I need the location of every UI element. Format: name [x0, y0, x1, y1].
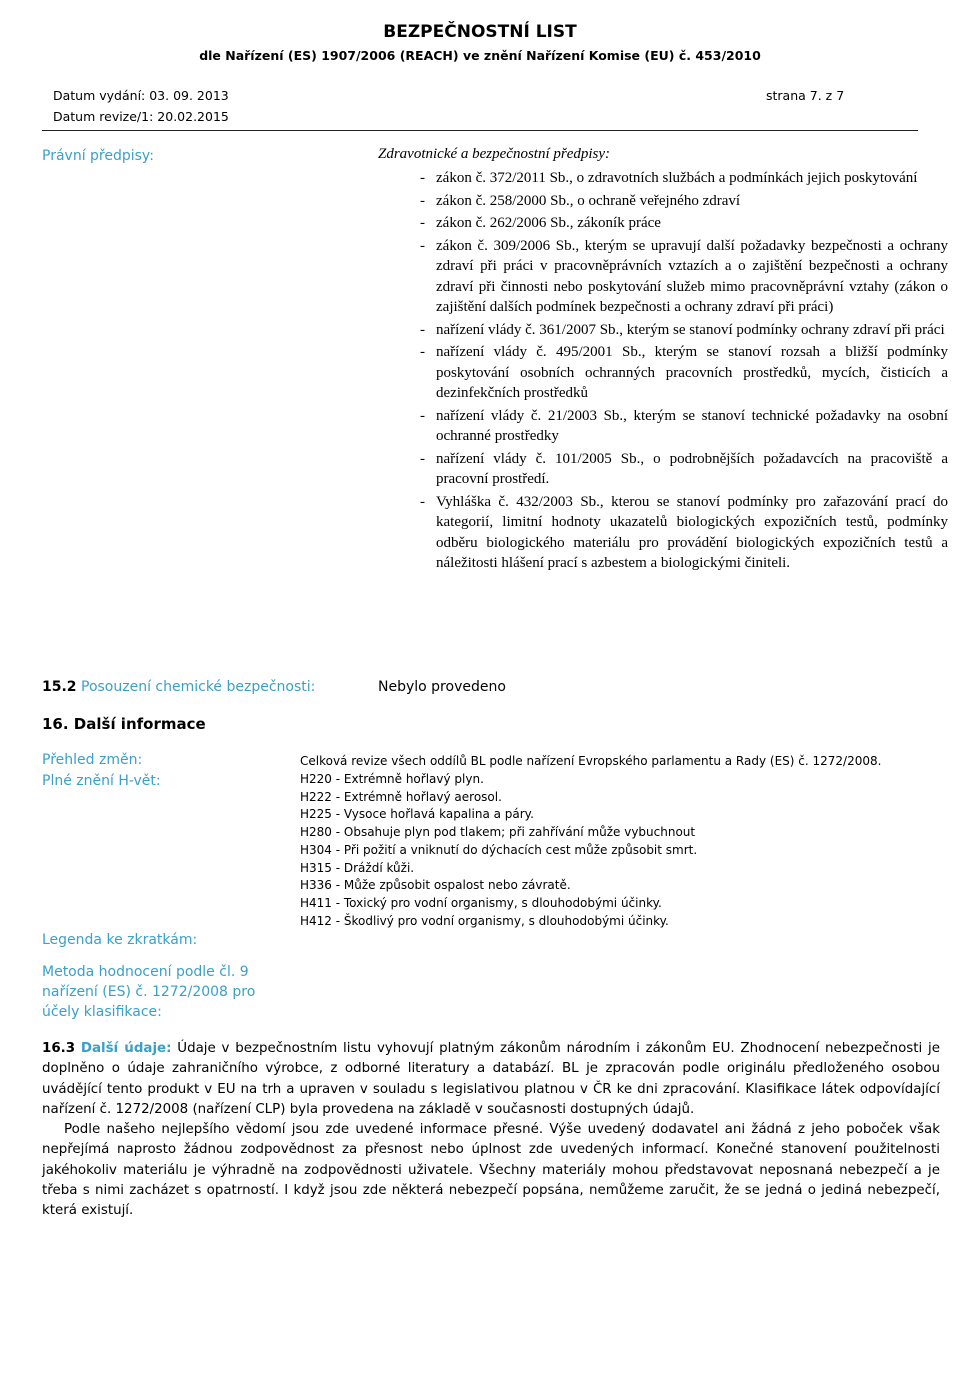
- regulation-text: nařízení vlády č. 101/2005 Sb., o podrobnějších požadavcích na pracoviště a pracovní prostředí.: [436, 450, 948, 487]
- changes-value: Celková revize všech oddílů BL podle nařízení Evropského parlamentu a Rady (ES) č. 1272/2008.: [300, 754, 882, 768]
- regulations-list: [420, 168, 948, 574]
- h-phrase: H304 - Při požití a vniknutí do dýchacích cest může způsobit smrt.: [300, 842, 698, 857]
- regulations-intro: Zdravotnické a bezpečnostní předpisy:: [378, 146, 611, 162]
- issue-date: Datum vydání: 03. 09. 2013: [53, 88, 229, 103]
- section-16-3-number: 16.3: [42, 1041, 76, 1056]
- page-number: strana 7. z 7: [766, 88, 845, 103]
- section-16-3-title: Další údaje:: [80, 1041, 172, 1056]
- regulation-item: [420, 320, 948, 341]
- regulation-item: [420, 342, 948, 404]
- document-subtitle: dle Nařízení (ES) 1907/2006 (REACH) ve znění Nařízení Komise (EU) č. 453/2010: [199, 48, 761, 63]
- regulation-text: Vyhláška č. 432/2003 Sb., kterou se stanoví podmínky pro zařazování prací do kategorií, limitní hodnoty ukazatelů biologických expozičních testů, podmínky odběru biologického materiálu pro provádění biologických expozičních testů a náležitosti hlášení prací s azbestem a biologickými činiteli.: [436, 493, 948, 571]
- regulation-item: [420, 236, 948, 318]
- list-dash: -: [420, 170, 425, 186]
- regulation-text: nařízení vlády č. 495/2001 Sb., kterým se stanoví rozsah a bližší podmínky poskytování osobních ochranných pracovních prostředků, mycích, čisticích a dezinfekčních prostředků: [436, 344, 948, 401]
- list-dash: -: [420, 215, 425, 231]
- section-16-3: [42, 1039, 940, 1222]
- changes-label: Přehled změn:: [42, 752, 143, 768]
- h-phrase: H225 - Vysoce hořlavá kapalina a páry.: [300, 807, 534, 822]
- section-15-2-number: 15.2: [42, 679, 77, 695]
- regulation-item: [420, 406, 948, 447]
- h-phrase: H222 - Extrémně hořlavý aerosol.: [300, 789, 502, 804]
- regulation-item: [420, 168, 948, 189]
- regulation-text: zákon č. 309/2006 Sb., kterým se upravují další požadavky bezpečnosti a ochrany zdraví při práci v pracovněprávních vztazích a o zajištění bezpečnosti a ochrany zdraví při činnosti nebo poskytování služeb mimo pracovněprávní vztahy (zákon o zajištění dalších podmínek bezpečnosti a ochrany zdraví při práci): [436, 237, 948, 315]
- list-dash: -: [420, 237, 425, 254]
- section-15-2-label: [42, 679, 315, 695]
- section-15-2-title: Posouzení chemické bezpečnosti:: [81, 679, 316, 695]
- list-dash: -: [420, 321, 425, 338]
- regulation-text: nařízení vlády č. 21/2003 Sb., kterým se stanoví technické požadavky na osobní ochranné prostředky: [436, 407, 948, 444]
- regulation-item: [420, 449, 948, 490]
- regulation-text: zákon č. 372/2011 Sb., o zdravotních službách a podmínkách jejich poskytování: [436, 170, 918, 186]
- list-dash: -: [420, 192, 425, 209]
- legend-label: Legenda ke zkratkám:: [42, 932, 198, 948]
- list-dash: -: [420, 450, 425, 467]
- section-16-3-text: Údaje v bezpečnostním listu vyhovují platným zákonům národním i zákonům EU. Zhodnocení nebezpečnosti je doplněno o údaje zahraničního výrobce, z odborné literatury a databází. BL je zpracován podle originálu předloženého osobou uvádějící tento produkt v EU na trh a upraven v souladu s legislativou platnou v ČR ke dni zpracování. Klasifikace látek odpovídající nařízení č. 1272/2008 (nařízení CLP) byla provedena na základě v současnosti dostupných údajů.: [42, 1041, 940, 1117]
- h-phrase: H411 - Toxický pro vodní organismy, s dlouhodobými účinky.: [300, 895, 662, 910]
- h-phrase: H220 - Extrémně hořlavý plyn.: [300, 772, 484, 786]
- method-label-line: Metoda hodnocení podle čl. 9: [42, 964, 249, 980]
- list-dash: -: [420, 344, 425, 360]
- disclaimer-paragraph: Podle našeho nejlepšího vědomí jsou zde uvedené informace přesné. Výše uvedený dodavatel ani žádná z jeho poboček však nepřejímá naprosto žádnou zodpovědnost za přesnost nebo úplnost zde uvedených informací. Konečné stanovení použitelnosti jakéhokoliv materiálu je výhradně na zodpovědnosti uživatele. Všechny materiály mohou představovat neposnaná nebezpečí a je třeba s nimi zacházet s opatrností. I když jsou zde některá nebezpečí popsána, nemůžeme zaručit, že se jedná o jediná nebezpečí, která existují.: [42, 1122, 940, 1219]
- h-phrase: H412 - Škodlivý pro vodní organismy, s dlouhodobými účinky.: [300, 913, 669, 928]
- h-phrase: H315 - Dráždí kůži.: [300, 860, 415, 875]
- regulation-text: nařízení vlády č. 361/2007 Sb., kterým se stanoví podmínky ochrany zdraví při práci: [436, 321, 945, 338]
- regulation-item: [420, 191, 948, 212]
- method-label-line: nařízení (ES) č. 1272/2008 pro: [42, 984, 256, 1000]
- document-title: BEZPEČNOSTNÍ LIST: [383, 22, 577, 42]
- method-label-line: účely klasifikace:: [42, 1004, 162, 1020]
- section-16-3-paragraph: [42, 1039, 940, 1120]
- section-16-heading: 16. Další informace: [42, 715, 206, 733]
- list-dash: -: [420, 493, 425, 510]
- h-phrase: H280 - Obsahuje plyn pod tlakem; při zahřívání může vybuchnout: [300, 825, 696, 840]
- method-label: [42, 962, 255, 1022]
- revision-date: Datum revize/1: 20.02.2015: [53, 109, 229, 124]
- h-phrases-list: [300, 771, 697, 930]
- regulation-text: zákon č. 262/2006 Sb., zákoník práce: [436, 215, 661, 231]
- h-phrases-label: Plné znění H-vět:: [42, 773, 161, 789]
- regulation-item: [420, 213, 948, 234]
- regulation-item: [420, 492, 948, 574]
- list-dash: -: [420, 407, 425, 424]
- regulation-text: zákon č. 258/2000 Sb., o ochraně veřejného zdraví: [436, 192, 741, 209]
- section-15-2-value: Nebylo provedeno: [378, 679, 506, 695]
- header-divider: [42, 130, 918, 131]
- regulations-label: Právní předpisy:: [42, 148, 154, 164]
- h-phrase: H336 - Může způsobit ospalost nebo závratě.: [300, 878, 571, 893]
